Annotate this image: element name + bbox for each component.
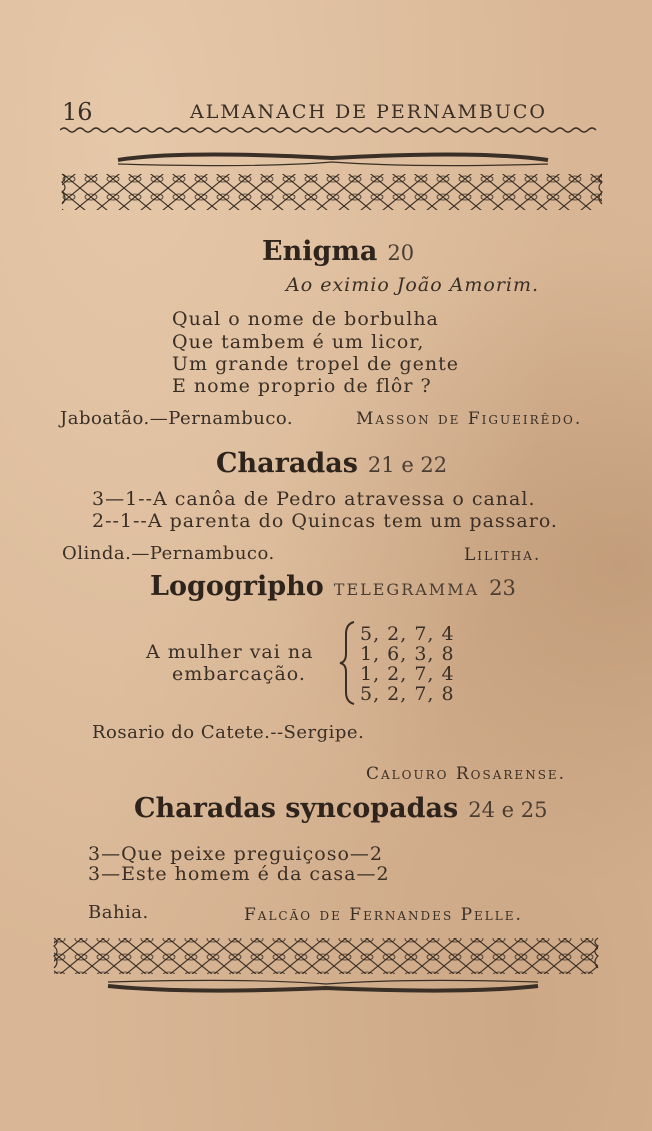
logogripho-brace — [338, 620, 360, 706]
syncopadas-title — [134, 793, 547, 824]
syncopadas-line-1: 3—Que peixe preguiçoso—2 — [88, 843, 383, 865]
logogripho-title-text: Logogripho — [150, 571, 324, 602]
charadas-location: Olinda.—Pernambuco. — [62, 543, 275, 564]
enigma-title-text: Enigma — [262, 236, 378, 267]
charadas-title — [216, 448, 447, 479]
logogripho-title — [150, 571, 516, 602]
syncopadas-numbers: 24 e 25 — [468, 798, 548, 822]
enigma-line-2: Que tambem é um licor, — [172, 331, 425, 353]
enigma-number: 20 — [387, 241, 415, 265]
charadas-numbers: 21 e 22 — [367, 453, 448, 477]
enigma-line-1: Qual o nome de borbulha — [172, 308, 439, 330]
top-ornament-band — [58, 152, 606, 214]
logogripho-text-2: embarcação. — [172, 663, 306, 685]
running-title: ALMANACH DE PERNAMBUCO — [190, 101, 547, 123]
logogripho-row-4: 5, 2, 7, 8 — [360, 683, 455, 705]
syncopadas-title-text: Charadas syncopadas — [134, 793, 459, 824]
logogripho-text-1: A mulher vai na — [146, 641, 314, 663]
header-wavy-rule — [60, 124, 600, 138]
logogripho-row-3: 1, 2, 7, 4 — [360, 663, 455, 685]
bottom-ornament-band — [48, 930, 604, 996]
charadas-line-2: 2--1--A parenta do Quincas tem um passaro. — [92, 510, 558, 532]
enigma-location: Jaboatão.—Pernambuco. — [60, 408, 294, 429]
logogripho-row-1: 5, 2, 7, 4 — [360, 623, 455, 645]
enigma-line-4: E nome proprio de flôr ? — [172, 375, 432, 397]
enigma-dedication: Ao eximio João Amorim. — [286, 274, 540, 296]
logogripho-subtitle: TELEGRAMMA — [333, 580, 480, 599]
logogripho-location: Rosario do Catete.--Sergipe. — [92, 722, 365, 743]
charadas-title-text: Charadas — [216, 448, 358, 479]
logogripho-author: Calouro Rosarense. — [366, 764, 567, 784]
enigma-line-3: Um grande tropel de gente — [172, 353, 459, 375]
charadas-line-1: 3—1--A canôa de Pedro atravessa o canal. — [92, 488, 536, 510]
page-number: 16 — [62, 98, 93, 126]
syncopadas-location: Bahia. — [88, 902, 149, 923]
logogripho-number: 23 — [489, 576, 516, 600]
enigma-title — [262, 236, 414, 267]
charadas-author: Lilitha. — [464, 545, 542, 565]
syncopadas-line-2: 3—Este homem é da casa—2 — [88, 863, 390, 885]
enigma-author: Masson de Figueirêdo. — [356, 409, 583, 429]
syncopadas-author: Falcão de Fernandes Pelle. — [244, 905, 523, 925]
logogripho-row-2: 1, 6, 3, 8 — [360, 643, 455, 665]
